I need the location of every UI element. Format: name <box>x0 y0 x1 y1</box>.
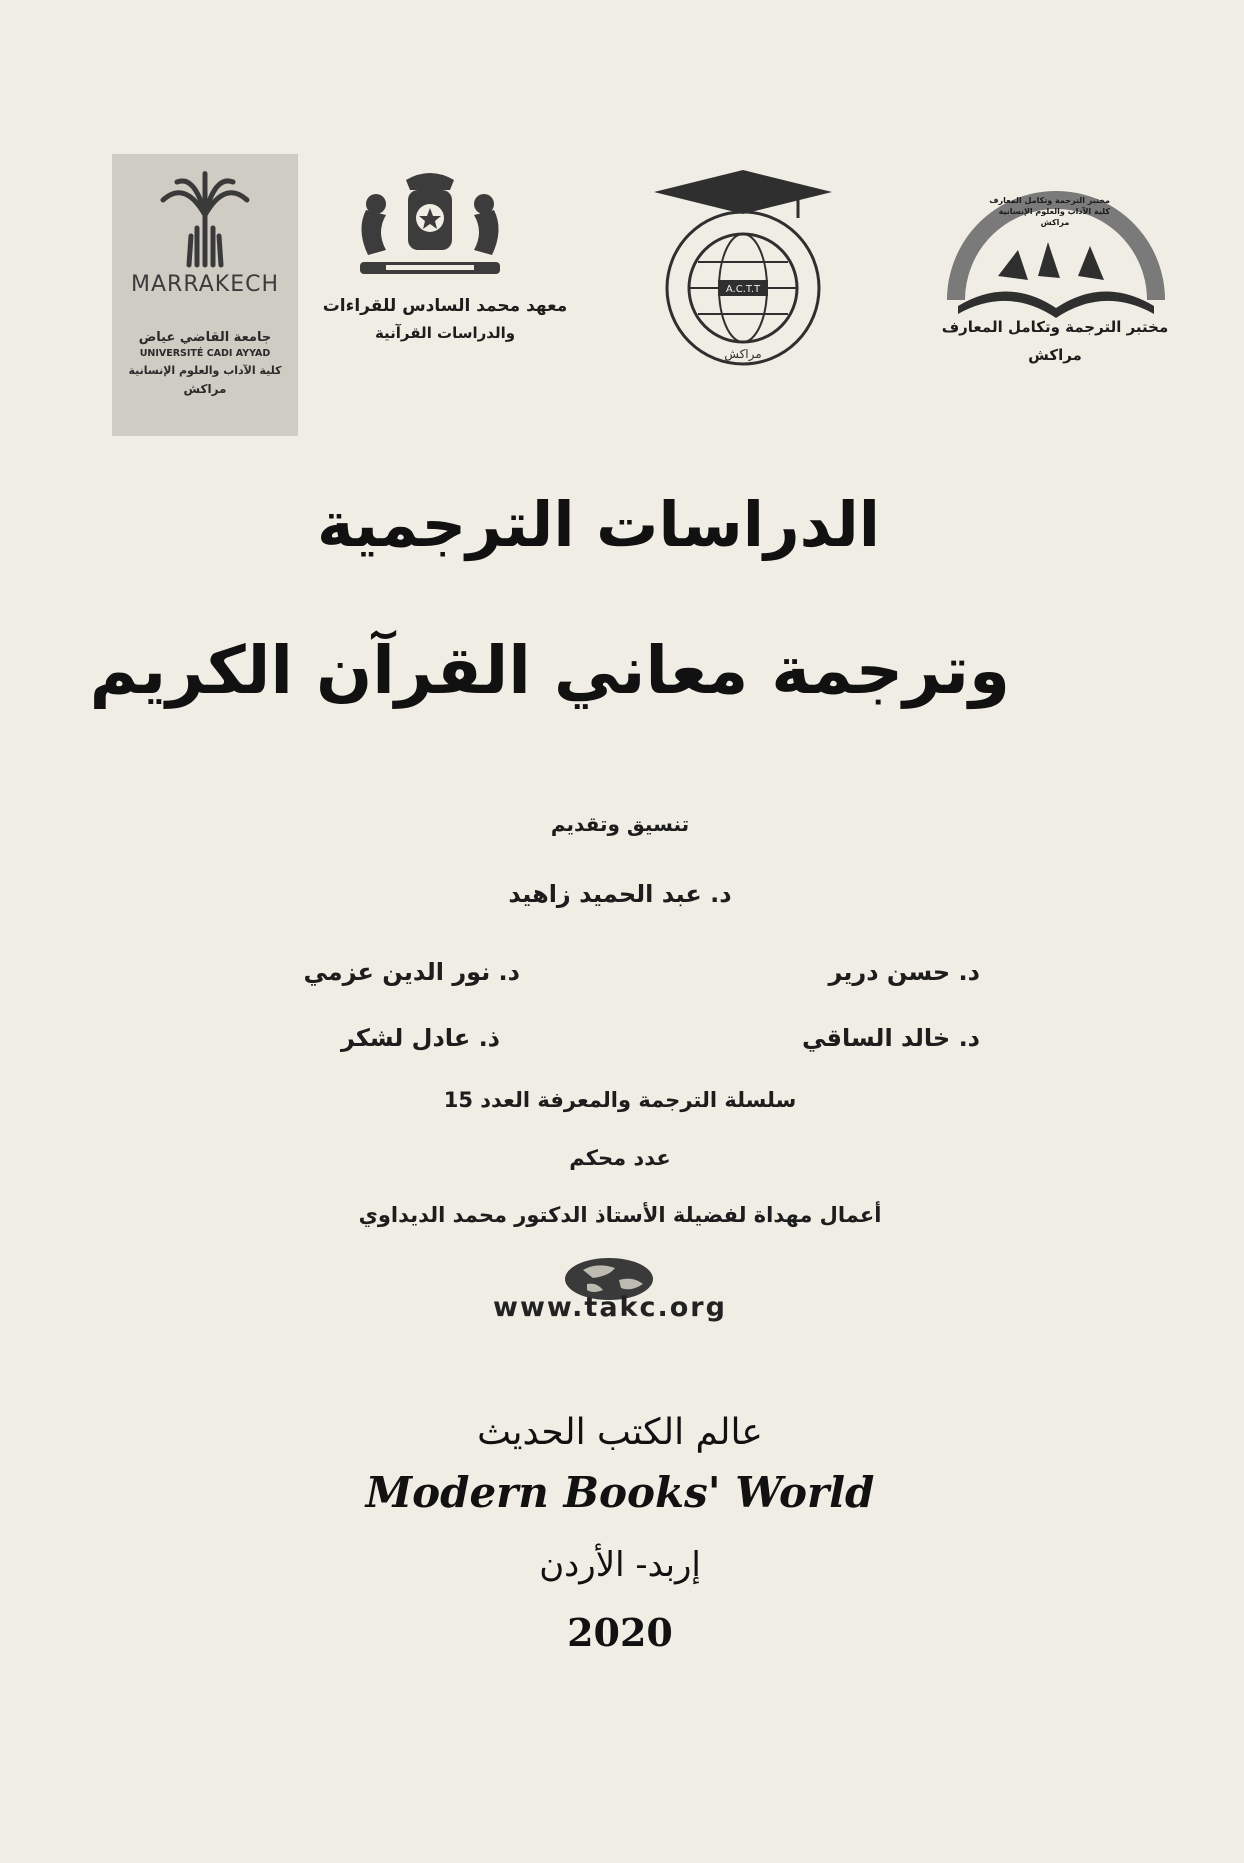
book-title-line2: وترجمة معاني القرآن الكريم <box>89 632 1010 709</box>
institute-name-line1: معهد محمد السادس للقراءات <box>322 296 568 316</box>
refereed-label: عدد محكم <box>569 1146 671 1170</box>
university-city-ar: مراكش <box>183 382 227 396</box>
lab-name-line1: مختبر الترجمة وتكامل المعارف <box>941 318 1169 336</box>
center-city: مراكش <box>724 347 762 361</box>
lead-editor: د. عبد الحميد زاهيد <box>508 880 732 908</box>
series-name: سلسلة الترجمة والمعرفة العدد 15 <box>443 1088 797 1112</box>
publisher-name-en: Modern Books' World <box>365 1468 875 1517</box>
lab-small-line2: كلية الآداب والعلوم الإنسانية <box>998 207 1110 216</box>
marrakech-label: MARRAKECH <box>131 272 279 297</box>
editor-top-left: د. نور الدين عزمي <box>303 958 520 986</box>
institute-name-line2: والدراسات القرآنية <box>374 324 516 342</box>
university-name-ar: جامعة القاضي عياض <box>138 330 272 345</box>
publication-year: 2020 <box>567 1610 673 1655</box>
publisher-city: إربد- الأردن <box>539 1545 701 1585</box>
editor-top-right: د. حسن درير <box>828 958 980 986</box>
globe-graduation-cap-icon <box>648 170 838 370</box>
website-url[interactable]: www.takc.org <box>493 1292 727 1323</box>
coordination-label: تنسيق وتقديم <box>550 812 690 836</box>
faculty-name-ar: كلية الآداب والعلوم الإنسانية <box>128 364 282 377</box>
palm-tree-logo-icon <box>155 170 255 270</box>
dedication-line: أعمال مهداة لفضيلة الأستاذ الدكتور محمد الديداوي <box>358 1203 882 1227</box>
editor-bottom-right: د. خالد الساقي <box>802 1024 980 1052</box>
center-abbreviation: A.C.T.T <box>725 284 761 295</box>
lab-name-line2: مراكش <box>1028 346 1082 364</box>
publisher-name-ar: عالم الكتب الحديث <box>477 1412 763 1453</box>
university-logo-box <box>112 154 298 436</box>
book-title-line1: الدراسات الترجمية <box>317 488 880 561</box>
royal-coat-of-arms-icon <box>346 170 514 282</box>
lab-small-line1: مختبر الترجمة وتكامل المعارف <box>989 196 1110 205</box>
university-name-fr: UNIVERSITÉ CADI AYYAD <box>139 348 271 359</box>
lab-small-line3: مراكش <box>1040 218 1070 227</box>
editor-bottom-left: ذ. عادل لشكر <box>340 1024 500 1052</box>
